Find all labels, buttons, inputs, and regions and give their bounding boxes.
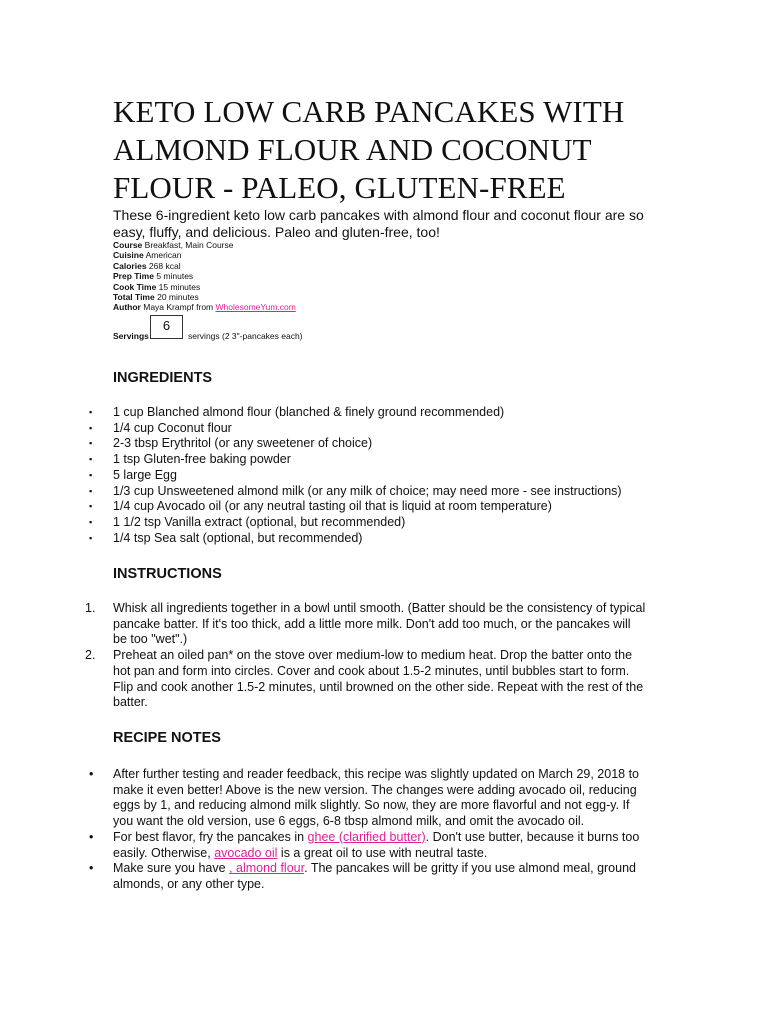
step-number: 1. bbox=[85, 601, 96, 615]
ingredients-heading: INGREDIENTS bbox=[113, 370, 213, 386]
servings-label: Servings bbox=[113, 331, 149, 341]
ingredient-item: ▪ 2-3 tbsp Erythritol (or any sweetener of choice) bbox=[87, 436, 622, 452]
servings-unit: servings (2 3"-pancakes each) bbox=[188, 331, 303, 341]
ingredient-item: ▪ 1/4 cup Avocado oil (or any neutral tasting oil that is liquid at room temperature) bbox=[87, 499, 622, 515]
meta-cuisine: Cuisine American bbox=[113, 250, 182, 261]
instructions-list bbox=[87, 601, 647, 711]
recipe-meta bbox=[113, 240, 296, 313]
author-link[interactable]: WholesomeYum.com bbox=[215, 302, 296, 313]
ingredient-item: ▪ 1/4 tsp Sea salt (optional, but recommended) bbox=[87, 531, 622, 547]
meta-prep-time: Prep Time 5 minutes bbox=[113, 271, 194, 282]
meta-total-time: Total Time 20 minutes bbox=[113, 292, 199, 303]
avocado-oil-link[interactable]: avocado oil bbox=[214, 845, 278, 860]
step-text: Whisk all ingredients together in a bowl until smooth. (Batter should be the consistency of typical pancake batter. If it's too thick, add a little more milk. Don't add too much, or the pancakes will be too "wet".) bbox=[113, 601, 646, 647]
note-item: • For best flavor, fry the pancakes in ghee (clarified butter). Don't use butter, because it burns too easily. Otherwise, avocado oil is a great oil to use with neutral taste. bbox=[87, 830, 647, 861]
ingredient-item: ▪ 1/4 cup Coconut flour bbox=[87, 421, 622, 437]
servings-input[interactable]: 6 bbox=[150, 315, 183, 339]
meta-author: Author Maya Krampf from WholesomeYum.com bbox=[113, 302, 296, 313]
instruction-step bbox=[87, 648, 647, 711]
ingredient-item: ▪ 1 1/2 tsp Vanilla extract (optional, but recommended) bbox=[87, 515, 622, 531]
ingredients-list bbox=[87, 405, 622, 546]
instructions-heading: INSTRUCTIONS bbox=[113, 566, 222, 582]
step-text: Preheat an oiled pan* on the stove over medium-low to medium heat. Drop the batter onto the hot pan and form into circles. Cover and cook about 1.5-2 minutes, until bubbles start to form. Flip and cook another 1.5-2 minutes, until browned on the other side. Repeat with the rest of the batter. bbox=[113, 648, 644, 710]
recipe-notes-list bbox=[87, 767, 647, 893]
almond-flour-link[interactable]: , almond flour bbox=[229, 861, 305, 876]
instruction-step bbox=[87, 601, 647, 648]
ingredient-item: ▪ 1 tsp Gluten-free baking powder bbox=[87, 452, 622, 468]
note-item: • Make sure you have , almond flour. The pancakes will be gritty if you use almond meal, ground almonds, or any other type. bbox=[87, 861, 647, 892]
note-item: • After further testing and reader feedback, this recipe was slightly updated on March 29, 2018 to make it even better! Above is the new version. The changes were adding avocado oil, reducing eggs by 1, and reducing almond milk slightly. So now, they are more flavorful and not egg-y. If you want the old version, use 6 eggs, 6-8 tbsp almond milk, and omit the avocado oil. bbox=[87, 767, 647, 830]
ingredient-item: ▪ 1/3 cup Unsweetened almond milk (or any milk of choice; may need more - see instructions) bbox=[87, 484, 622, 500]
ghee-link[interactable]: ghee (clarified butter) bbox=[307, 829, 426, 844]
meta-calories: Calories 268 kcal bbox=[113, 260, 181, 271]
step-number: 2. bbox=[85, 648, 96, 663]
recipe-notes-heading: RECIPE NOTES bbox=[113, 730, 221, 746]
ingredient-item: ▪ 5 large Egg bbox=[87, 468, 622, 484]
ingredient-item: ▪ 1 cup Blanched almond flour (blanched & finely ground recommended) bbox=[87, 405, 622, 421]
recipe-summary: These 6-ingredient keto low carb pancakes with almond flour and coconut flour are so easy, fluffy, and delicious. Paleo and gluten-free, too! bbox=[113, 207, 644, 240]
meta-course: Course Breakfast, Main Course bbox=[113, 240, 234, 250]
page-title: KETO LOW CARB PANCAKES WITH ALMOND FLOUR AND COCONUT FLOUR - PALEO, GLUTEN-FREE bbox=[113, 94, 625, 205]
meta-cook-time: Cook Time 15 minutes bbox=[113, 281, 201, 292]
